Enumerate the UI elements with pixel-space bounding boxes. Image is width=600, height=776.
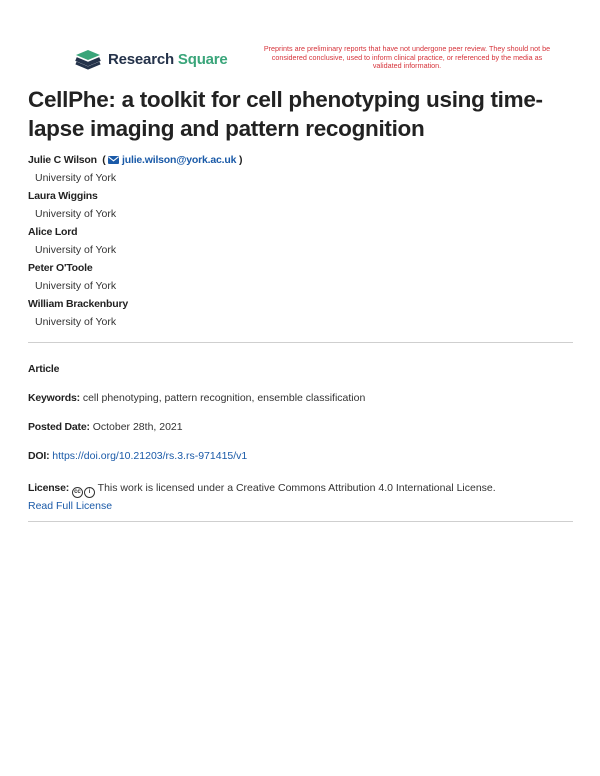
author-email-link[interactable]: julie.wilson@york.ac.uk <box>122 154 237 166</box>
license-text: This work is licensed under a Creative Commons Attribution 4.0 International License. <box>97 482 496 494</box>
research-square-logo[interactable] <box>74 48 228 70</box>
header <box>0 0 600 80</box>
cc-icon: cc <box>72 487 83 498</box>
license-row <box>28 480 573 515</box>
brand-first: Research <box>108 50 174 68</box>
posted-date-label: Posted Date: <box>28 421 90 433</box>
brand-second: Square <box>177 50 228 68</box>
divider-top <box>28 342 573 343</box>
creative-commons-icon <box>72 487 95 498</box>
author-affiliation: University of York <box>35 208 117 220</box>
author-name: Alice Lord <box>28 226 78 238</box>
doi-label: DOI: <box>28 450 50 462</box>
research-square-logo-icon <box>74 48 102 70</box>
doi-link[interactable]: https://doi.org/10.21203/rs.3.rs-971415/v1 <box>52 450 248 462</box>
author-affiliation: University of York <box>35 172 117 184</box>
author-name: Laura Wiggins <box>28 190 98 202</box>
keywords-label: Keywords: <box>28 392 80 404</box>
keywords-value: cell phenotyping, pattern recognition, ensemble classification <box>82 392 366 404</box>
author-list <box>28 151 573 331</box>
preprint-notice: Preprints are preliminary reports that have not undergone peer review. They should not be considered conclusive, used to inform clinical practice, or referenced by the media as validated information. <box>263 44 551 70</box>
article-type-label: Article <box>28 363 60 375</box>
license-label: License: <box>28 482 69 494</box>
logo-text <box>108 51 228 68</box>
posted-date-value: October 28th, 2021 <box>92 421 183 433</box>
cc-by-icon: i <box>84 487 95 498</box>
author-affiliation: University of York <box>35 244 117 256</box>
doi-row <box>28 450 573 462</box>
author-affiliation: University of York <box>35 316 117 328</box>
author-affiliation: University of York <box>35 280 117 292</box>
posted-date-row <box>28 421 573 433</box>
mail-icon <box>108 156 119 164</box>
author-name: Peter O'Toole <box>28 262 93 274</box>
author-name: William Brackenbury <box>28 298 128 310</box>
divider-bottom <box>28 521 573 522</box>
read-full-license-link[interactable]: Read Full License <box>28 500 113 512</box>
author-name-text: Julie C Wilson <box>28 154 97 166</box>
article-type <box>28 363 573 375</box>
author-name: Julie C Wilson ( julie.wilson@york.ac.uk ) <box>28 154 243 166</box>
paper-title: CellPhe: a toolkit for cell phenotyping using time-lapse imaging and pattern recognition <box>28 87 543 141</box>
keywords-row <box>28 392 573 404</box>
